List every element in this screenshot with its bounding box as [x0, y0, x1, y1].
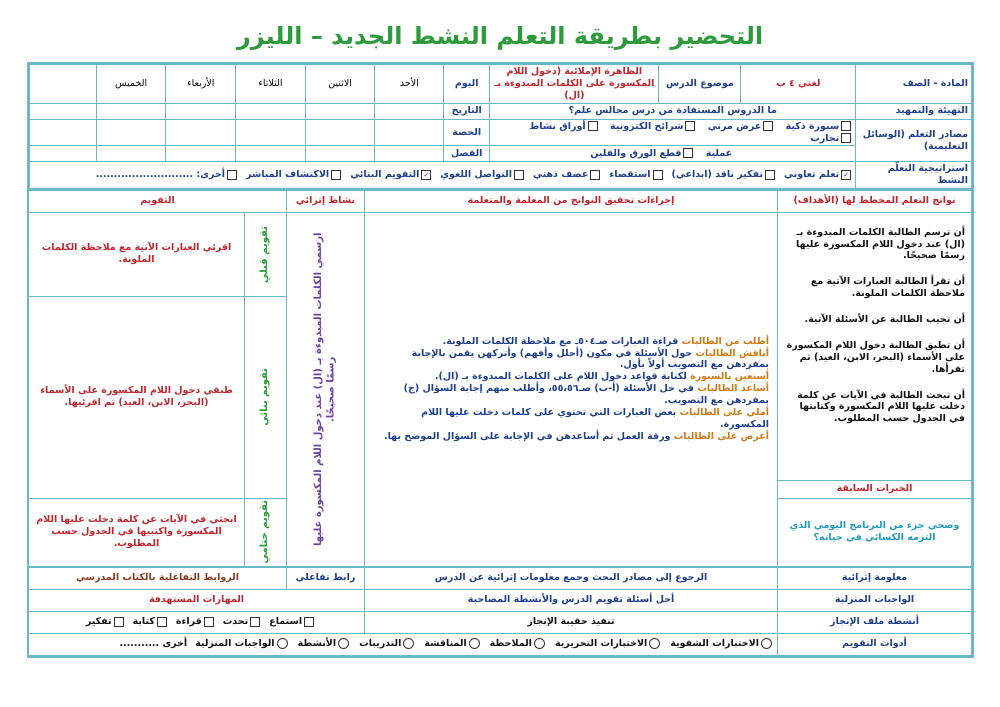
- tools-list: [29, 633, 778, 655]
- footer-table: [28, 567, 972, 656]
- tool-item: الأنشطة: [298, 638, 352, 649]
- intro-value: ما الدروس المستفادة من درس مجالس علم؟: [490, 103, 856, 119]
- goal-item: أن تجيب الطالبة عن الأسئلة الآتية.: [804, 314, 965, 325]
- header-table: [29, 64, 972, 189]
- goal-item: أن تقرأ الطالبة العبارات الآتية مع ملاحظة الكلمات الملونة.: [810, 276, 965, 300]
- strategy-item: استقصاء: [609, 169, 663, 180]
- main-table: [28, 189, 972, 567]
- strategy-item: الاكتشاف المباشر: [246, 169, 342, 180]
- radio-icon[interactable]: [649, 638, 660, 649]
- checkbox-icon[interactable]: [683, 148, 693, 158]
- topic-label: موضوع الدرس: [659, 65, 741, 104]
- day-col-4: الأربعاء: [166, 65, 236, 104]
- skill-item: كتابة: [133, 616, 168, 627]
- goal-item: أن ترسم الطالبة الكلمات المبدوءة بـ (ال) عند دخول اللام المكسورة عليها رسمًا صحيحًا.: [796, 226, 965, 262]
- date-label: التاريخ: [444, 103, 490, 119]
- day-col-3: الثلاثاء: [236, 65, 306, 104]
- checkbox-icon[interactable]: [331, 170, 341, 180]
- period-label: الحصة: [444, 119, 490, 146]
- tool-item: الملاحظة: [490, 638, 547, 649]
- checked-box-icon[interactable]: ✓: [421, 170, 431, 180]
- resources-label: مصادر التعلم (الوسائل التعليمية): [856, 119, 972, 162]
- checkbox-icon[interactable]: [590, 170, 600, 180]
- checkbox-icon[interactable]: [841, 133, 851, 143]
- checkbox-icon[interactable]: [588, 121, 598, 131]
- strategy-item: ✓تعلم تعاوني: [784, 169, 852, 180]
- eval-text-build: طبقي دخول اللام المكسورة على الأسماء (البحر، الابن، العيد) ثم اقرئيها.: [28, 296, 244, 498]
- strategies-list: [30, 162, 856, 189]
- enrich-value: الرجوع إلى مصادر البحث وجمع معلومات إثرائية عن الدرس: [365, 567, 778, 589]
- homework-value: أحل أسئلة تقويم الدرس والأنشطة المصاحبة: [365, 589, 778, 611]
- strategy-item: التواصل اللغوي: [440, 169, 525, 180]
- subject-value: لغتي ٤ ب: [741, 65, 856, 104]
- checkbox-icon[interactable]: [227, 170, 237, 180]
- eval-label-final: تقويم ختامي: [245, 498, 287, 566]
- radio-icon[interactable]: [403, 638, 414, 649]
- skill-item: استماع: [269, 616, 315, 627]
- portfolio-value: تنفيذ حقيبة الإنجاز: [365, 611, 778, 633]
- skills-label: المهارات المستهدفة: [29, 589, 365, 611]
- checkbox-icon[interactable]: [653, 170, 663, 180]
- eval-text-pre: اقرئي العبارات الآتية مع ملاحظة الكلمات الملونة.: [28, 212, 244, 296]
- day-col-5: الخميس: [96, 65, 166, 104]
- enrich-label: معلومة إثرائية: [778, 567, 972, 589]
- checkbox-icon[interactable]: [157, 617, 167, 627]
- skill-item: تفكير: [86, 616, 125, 627]
- link-value[interactable]: الروابط التفاعلية بالكتاب المدرسي: [29, 567, 287, 589]
- tool-item: أخرى ...........: [119, 638, 188, 650]
- activity-header: نشاط إثرائي: [287, 190, 365, 212]
- resources-row-1: سبورة ذكية عرض مرني شرائح الكترونية أوراق نشاط تجارب: [490, 119, 856, 146]
- eval-label-pre: تقويم قبلي: [245, 212, 287, 296]
- goal-item: أن تطبق الطالبة دخول اللام المكسورة على الأسماء (البحر، الابن، العيد) ثم تقرأها.: [786, 339, 965, 375]
- checkbox-icon[interactable]: [514, 170, 524, 180]
- eval-label-build: تقويم بنائي: [245, 296, 287, 498]
- strategy-item: تفكير ناقد (ابداعي): [672, 169, 777, 180]
- checkbox-icon[interactable]: [841, 121, 851, 131]
- evaluation-header: التقويم: [28, 190, 286, 212]
- goal-item: أن تبحث الطالبة في الآيات عن كلمة دخلت عليها اللام المكسورة وكتابتها في الجدول حسب المطلوب.: [797, 389, 965, 425]
- homework-label: الواجبات المنزلية: [778, 589, 972, 611]
- day-label: اليوم: [444, 65, 490, 104]
- procedures-header: إجراءات تحقيق النواتج من المعلمة والمتعلمة: [365, 190, 778, 212]
- prior-label: الخبرات السابقة: [778, 480, 972, 498]
- activity-text: ارسمي الكلمات المبدوءة بـ (ال) عند دخول اللام المكسورة عليها رسمًا صحيحًا.: [313, 232, 337, 546]
- tool-item: المناقشة: [424, 638, 481, 649]
- tools-label: أدوات التقويم: [778, 633, 972, 655]
- checkbox-icon[interactable]: [685, 121, 695, 131]
- day-col-2: الاثنين: [305, 65, 375, 104]
- radio-icon[interactable]: [761, 638, 772, 649]
- tool-item: الاختبارات الشفوية: [670, 638, 774, 649]
- subject-label: المادة - الصف: [856, 65, 972, 104]
- strategy-label: استراتيجية التعلّم النشط: [856, 162, 972, 189]
- skill-item: قراءة: [176, 616, 215, 627]
- prior-text: وضحي جزء من البرنامج اليومي الذي التزمه الكسائي في حياته؟: [778, 498, 972, 566]
- procedures-list: أطلب من الطالبات قراءة العبارات صـ٥٠٤ـ مع ملاحظة الكلمات الملونة. أناقش الطالبات حول الأسئلة في مكون (أحلل وأفهم) وأتركهن يقمن بالإجابة بمفردهن مع التصويب أولاً بأول. أستعين بالسبورة لكتابة قواعد دخول اللام على الكلمات المبدوءة بـ (ال). أساعد الطالبات في حل الأسئلة (أ-ب) صـ٥٥،٥٦، وأطلب منهم إجابة السؤال (ج) بمفردهن مع التصويب. أملي على الطالبات بعض العبارات التي تحتوي على كلمات دخلت عليها اللام المكسورة. أعرض على الطالبات ورقة العمل ثم أساعدهن في الإجابة على السؤال الموضح بها.: [365, 212, 778, 566]
- checkbox-icon[interactable]: [304, 617, 314, 627]
- checkbox-icon[interactable]: [763, 121, 773, 131]
- radio-icon[interactable]: [534, 638, 545, 649]
- activity-cell: [287, 212, 365, 566]
- strategy-item: عصف ذهني: [533, 169, 601, 180]
- checkbox-icon[interactable]: [114, 617, 124, 627]
- radio-icon[interactable]: [469, 638, 480, 649]
- eval-text-final: ابحثي في الآيات عن كلمة دخلت عليها اللام المكسورة واكتبيها في الجدول حسب المطلوب.: [28, 498, 244, 566]
- link-label: رابط تفاعلي: [287, 567, 365, 589]
- portfolio-label: أنشطة ملف الإنجاز: [778, 611, 972, 633]
- skills-list: [29, 611, 365, 633]
- checkbox-icon[interactable]: [765, 170, 775, 180]
- checkbox-icon[interactable]: [250, 617, 260, 627]
- goals-header: نواتج التعلم المخطط لها (الأهداف): [778, 190, 972, 212]
- topic-value: الظاهرة الإملائية (دخول اللام المكسورة على الكلمات المبدوءة بـ (ال): [490, 65, 659, 104]
- intro-label: التهيئة والتمهيد: [856, 103, 972, 119]
- lesson-plan-sheet: [27, 62, 974, 658]
- day-col-1: الأحد: [375, 65, 444, 104]
- skill-item: تحدث: [223, 616, 261, 627]
- checkbox-icon[interactable]: [204, 617, 214, 627]
- class-label: الفصل: [444, 146, 490, 162]
- strategy-item: ✓التقويم البنائي: [350, 169, 432, 180]
- checked-box-icon[interactable]: ✓: [841, 170, 851, 180]
- strategy-item: أخرى: ...........................: [96, 169, 238, 180]
- radio-icon[interactable]: [277, 638, 288, 649]
- radio-icon[interactable]: [338, 638, 349, 649]
- tool-item: الاختبارات التحريرية: [555, 638, 662, 649]
- tool-item: التدريبات: [359, 638, 416, 649]
- tool-item: الواجبات المنزلية: [195, 638, 289, 649]
- resources-row-2: عملية قطع الورق والفلين: [490, 146, 856, 162]
- goals-list: [778, 212, 972, 480]
- page-title: التحضير بطريقة التعلم النشط الجديد – الليزر: [236, 22, 764, 50]
